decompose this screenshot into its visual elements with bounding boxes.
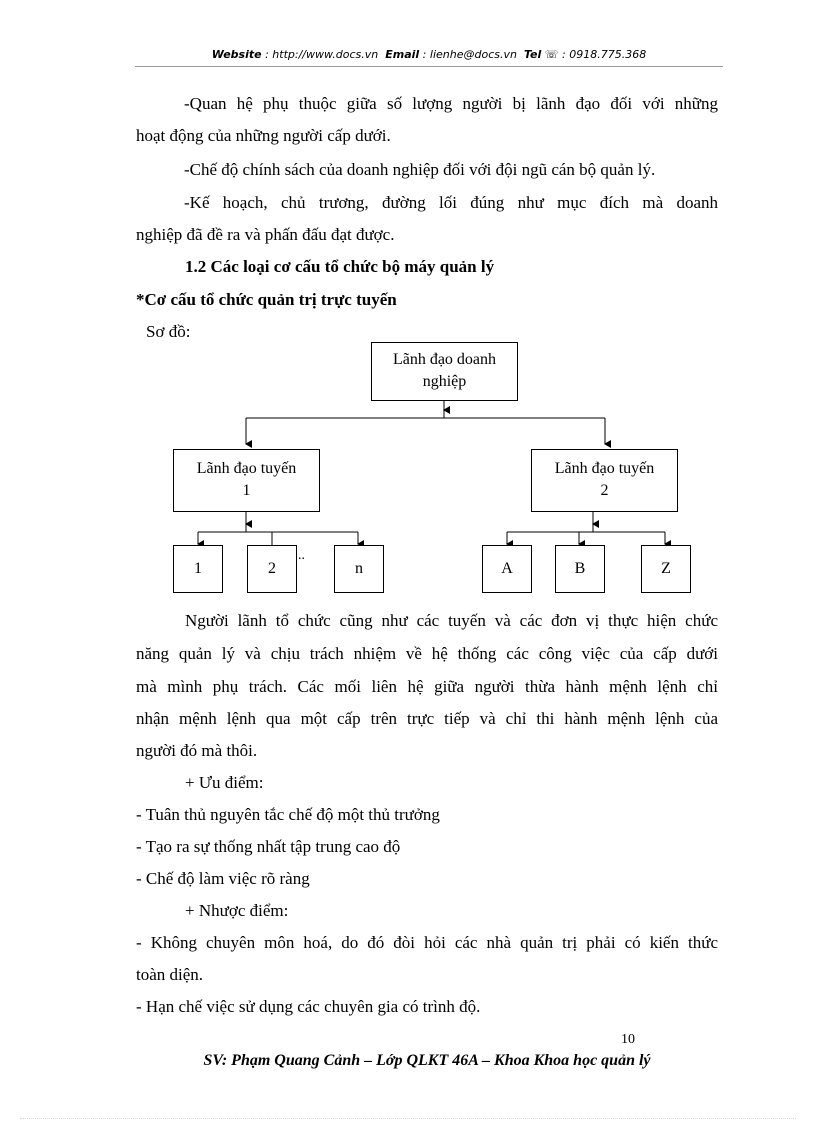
email-address[interactable]: lienhe@docs.vn — [429, 48, 517, 61]
disadvantage-item: toàn diện. — [136, 965, 204, 984]
box-text: nghiệp — [422, 373, 467, 390]
box-enterprise-leader — [371, 342, 518, 401]
page-footer: SV: Phạm Quang Cảnh – Lớp QLKT 46A – Khoa Khoa học quản lý — [203, 1052, 651, 1069]
website-label: Website — [211, 48, 262, 61]
box-text: Lãnh đạo tuyến — [196, 460, 297, 477]
ellipsis: .. — [298, 548, 305, 563]
disadvantages-heading: + Nhược điểm: — [185, 901, 289, 920]
paragraph-line: -Quan hệ phụ thuộc giữa số lượng người bị lãnh đạo đối với những — [184, 94, 718, 113]
advantage-item: - Chế độ làm việc rõ ràng — [136, 869, 310, 888]
paragraph-line: -Chế độ chính sách của doanh nghiệp đối với đội ngũ cán bộ quản lý. — [184, 160, 656, 179]
unit-box: B — [555, 545, 605, 593]
unit-box: Z — [641, 545, 691, 593]
subheading: *Cơ cấu tổ chức quản trị trực tuyến — [136, 290, 397, 309]
unit-box: 1 — [173, 545, 223, 593]
page-header: Website : http://www.docs.vn Email : lienhe@docs.vn Tel ☏ : 0918.775.368 — [211, 48, 647, 61]
paragraph-line: nhận mệnh lệnh qua một cấp trên trực tiếp và chỉ thi hành mệnh lệnh của — [136, 709, 718, 728]
paragraph-line: nghiệp đã đề ra và phấn đấu đạt được. — [136, 225, 395, 244]
unit-box: 2 — [247, 545, 297, 593]
unit-box: A — [482, 545, 532, 593]
tel-label: Tel — [523, 48, 542, 61]
section-heading: 1.2 Các loại cơ cấu tổ chức bộ máy quản lý — [185, 257, 495, 276]
paragraph-line: -Kế hoạch, chủ trương, đường lối đúng như mục đích mà doanh — [184, 193, 718, 212]
box-line-leader-1 — [173, 449, 320, 512]
page-number: 10 — [621, 1032, 635, 1047]
disadvantage-item: - Không chuyên môn hoá, do đó đòi hỏi các nhà quản trị phải có kiến thức — [136, 933, 718, 952]
box-text: 1 — [242, 482, 251, 499]
paragraph-line: năng quản lý và chịu trách nhiệm về hệ thống các công việc của cấp dưới — [136, 644, 718, 663]
email-label: Email — [385, 48, 420, 61]
advantage-item: - Tuân thủ nguyên tắc chế độ một thủ trưởng — [136, 805, 440, 824]
tel-number: 0918.775.368 — [569, 48, 647, 61]
paragraph-line: mà mình phụ trách. Các mối liên hệ giữa người thừa hành mệnh lệnh chỉ — [136, 677, 718, 696]
website-url[interactable]: http://www.docs.vn — [272, 48, 379, 61]
paragraph-line: Người lãnh tổ chức cũng như các tuyến và các đơn vị thực hiện chức — [185, 611, 718, 630]
phone-icon: ☏ — [544, 48, 559, 61]
diagram-label: Sơ đồ: — [146, 322, 191, 341]
box-text: Lãnh đạo tuyến — [554, 460, 655, 477]
advantage-item: - Tạo ra sự thống nhất tập trung cao độ — [136, 837, 401, 856]
disadvantage-item: - Hạn chế việc sử dụng các chuyên gia có trình độ. — [136, 997, 481, 1016]
advantages-heading: + Ưu điểm: — [185, 773, 264, 792]
unit-box: n — [334, 545, 384, 593]
paragraph-line: hoạt động của những người cấp dưới. — [136, 126, 391, 145]
bottom-dotted-rule — [20, 1118, 796, 1119]
paragraph-line: người đó mà thôi. — [136, 741, 258, 760]
box-line-leader-2 — [531, 449, 678, 512]
box-text: 2 — [600, 482, 609, 499]
box-text: Lãnh đạo doanh — [392, 351, 497, 368]
